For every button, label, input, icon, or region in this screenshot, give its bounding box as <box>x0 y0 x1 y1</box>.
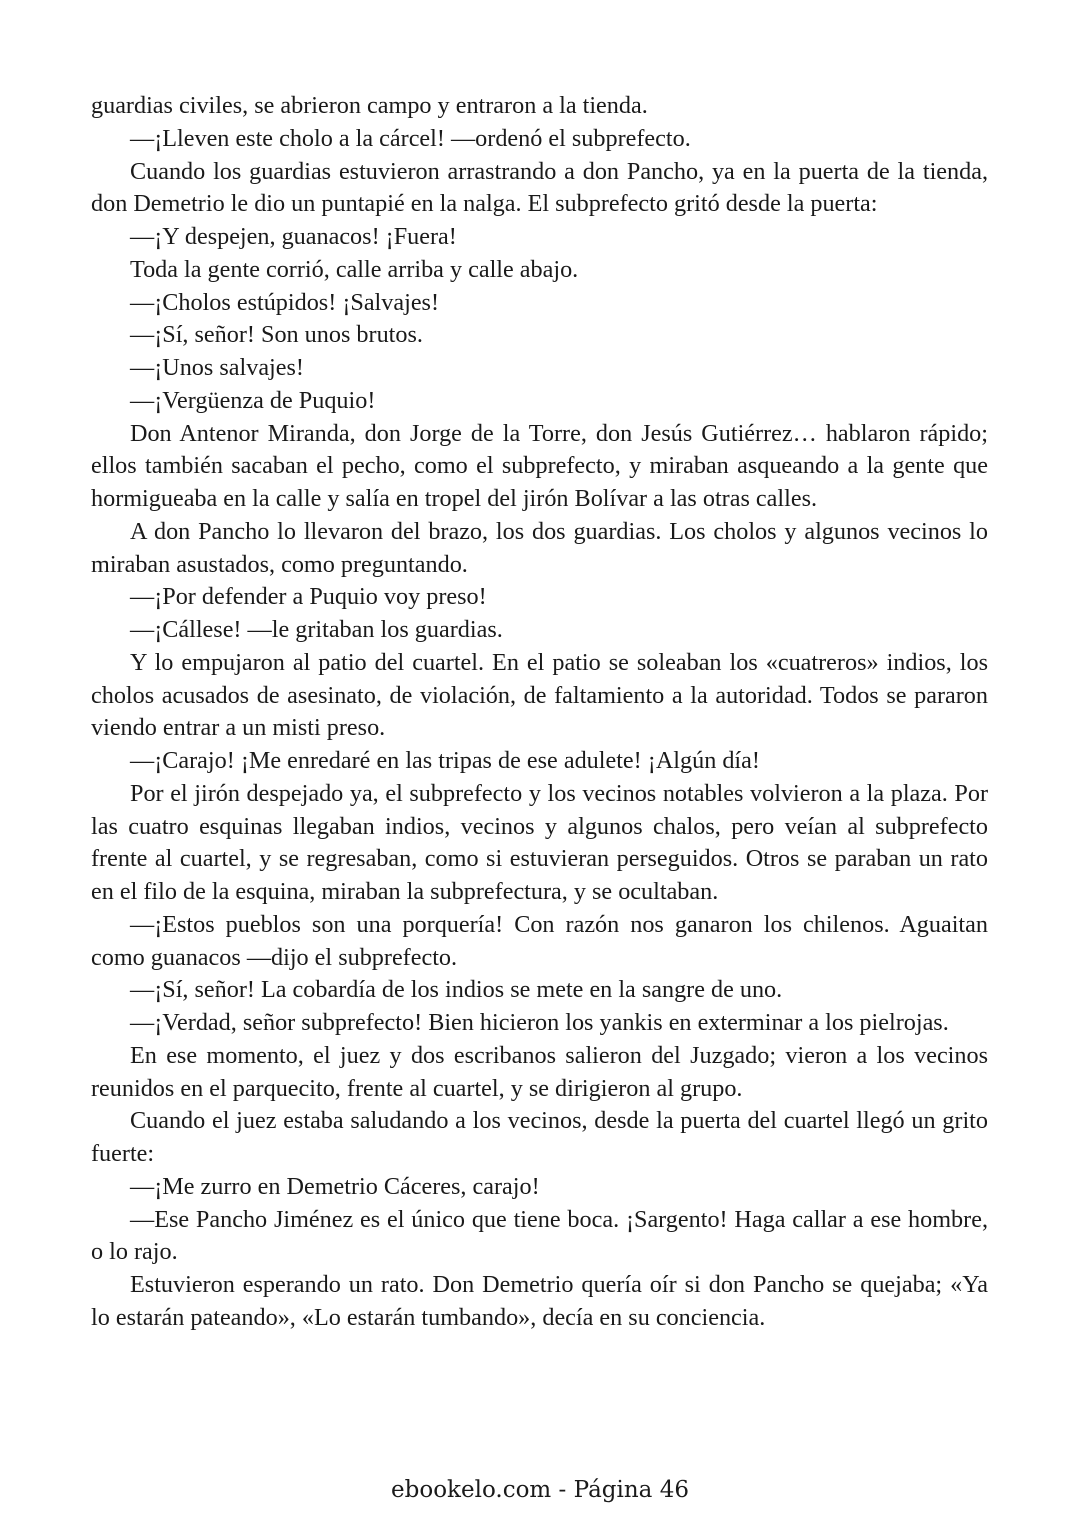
paragraph: Toda la gente corrió, calle arriba y calle abajo. <box>130 255 579 283</box>
paragraph: Don Antenor Miranda, don Jorge de la Torre, don Jesús Gutiérrez… hablaron rápido; ellos también sacaban el pecho, como el subprefecto, y miraban asqueando a la gente que hormigueaba en la calle y salía en tropel del jirón Bolívar a las otras calles. <box>91 419 988 512</box>
paragraph: —¡Unos salvajes! <box>130 354 304 381</box>
paragraph: —¡Carajo! ¡Me enredaré en las tripas de ese adulete! ¡Algún día! <box>130 747 760 774</box>
paragraph: —¡Sí, señor! Son unos brutos. <box>130 321 423 349</box>
paragraph: —¡Lleven este cholo a la cárcel! —ordenó el subprefecto. <box>130 124 691 152</box>
paragraph: —¡Vergüenza de Puquio! <box>130 386 376 414</box>
paragraph: A don Pancho lo llevaron del brazo, los dos guardias. Los cholos y algunos vecinos lo miraban asustados, como preguntando. <box>91 517 988 578</box>
page-body <box>91 90 988 1335</box>
paragraph: Por el jirón despejado ya, el subprefecto y los vecinos notables volvieron a la plaza. Por las cuatro esquinas llegaban indios, vecinos y algunos chalos, pero veían al subprefecto frente al cuartel, y se regresaban, como si estuvieran perseguidos. Otros se paraban un rato en el filo de la esquina, miraban la subprefectura, y se ocultaban. <box>91 779 988 905</box>
paragraph: —¡Sí, señor! La cobardía de los indios se mete en la sangre de uno. <box>130 976 783 1004</box>
paragraph: Cuando el juez estaba saludando a los vecinos, desde la puerta del cuartel llegó un grito fuerte: <box>91 1107 988 1167</box>
paragraph: —¡Verdad, señor subprefecto! Bien hicieron los yankis en exterminar a los pielrojas. <box>130 1009 949 1036</box>
paragraph: guardias civiles, se abrieron campo y entraron a la tienda. <box>91 92 648 119</box>
page-footer: ebookelo.com - Página 46 <box>391 1477 689 1503</box>
paragraph: —¡Y despejen, guanacos! ¡Fuera! <box>130 223 457 250</box>
paragraph: —Ese Pancho Jiménez es el único que tiene boca. ¡Sargento! Haga callar a ese hombre, o lo rajo. <box>91 1205 988 1266</box>
paragraph: —¡Estos pueblos son una porquería! Con razón nos ganaron los chilenos. Aguaitan como guanacos —dijo el subprefecto. <box>91 910 988 971</box>
paragraph: Cuando los guardias estuvieron arrastrando a don Pancho, ya en la puerta de la tienda, don Demetrio le dio un puntapié en la nalga. El subprefecto gritó desde la puerta: <box>91 157 988 218</box>
paragraph: —¡Cállese! —le gritaban los guardias. <box>130 616 503 643</box>
paragraph: —¡Cholos estúpidos! ¡Salvajes! <box>130 288 440 316</box>
paragraph: Estuvieron esperando un rato. Don Demetrio quería oír si don Pancho se quejaba; «Ya lo estarán pateando», «Lo estarán tumbando», decía en su conciencia. <box>91 1271 988 1331</box>
paragraph: —¡Por defender a Puquio voy preso! <box>130 583 487 611</box>
paragraph: En ese momento, el juez y dos escribanos salieron del Juzgado; vieron a los vecinos reunidos en el parquecito, frente al cuartel, y se dirigieron al grupo. <box>91 1041 988 1102</box>
paragraph: Y lo empujaron al patio del cuartel. En el patio se soleaban los «cuatreros» indios, los cholos acusados de asesinato, de violación, de faltamiento a la autoridad. Todos se pararon viendo entrar a un misti preso. <box>91 648 988 742</box>
paragraph: —¡Me zurro en Demetrio Cáceres, carajo! <box>130 1172 540 1200</box>
